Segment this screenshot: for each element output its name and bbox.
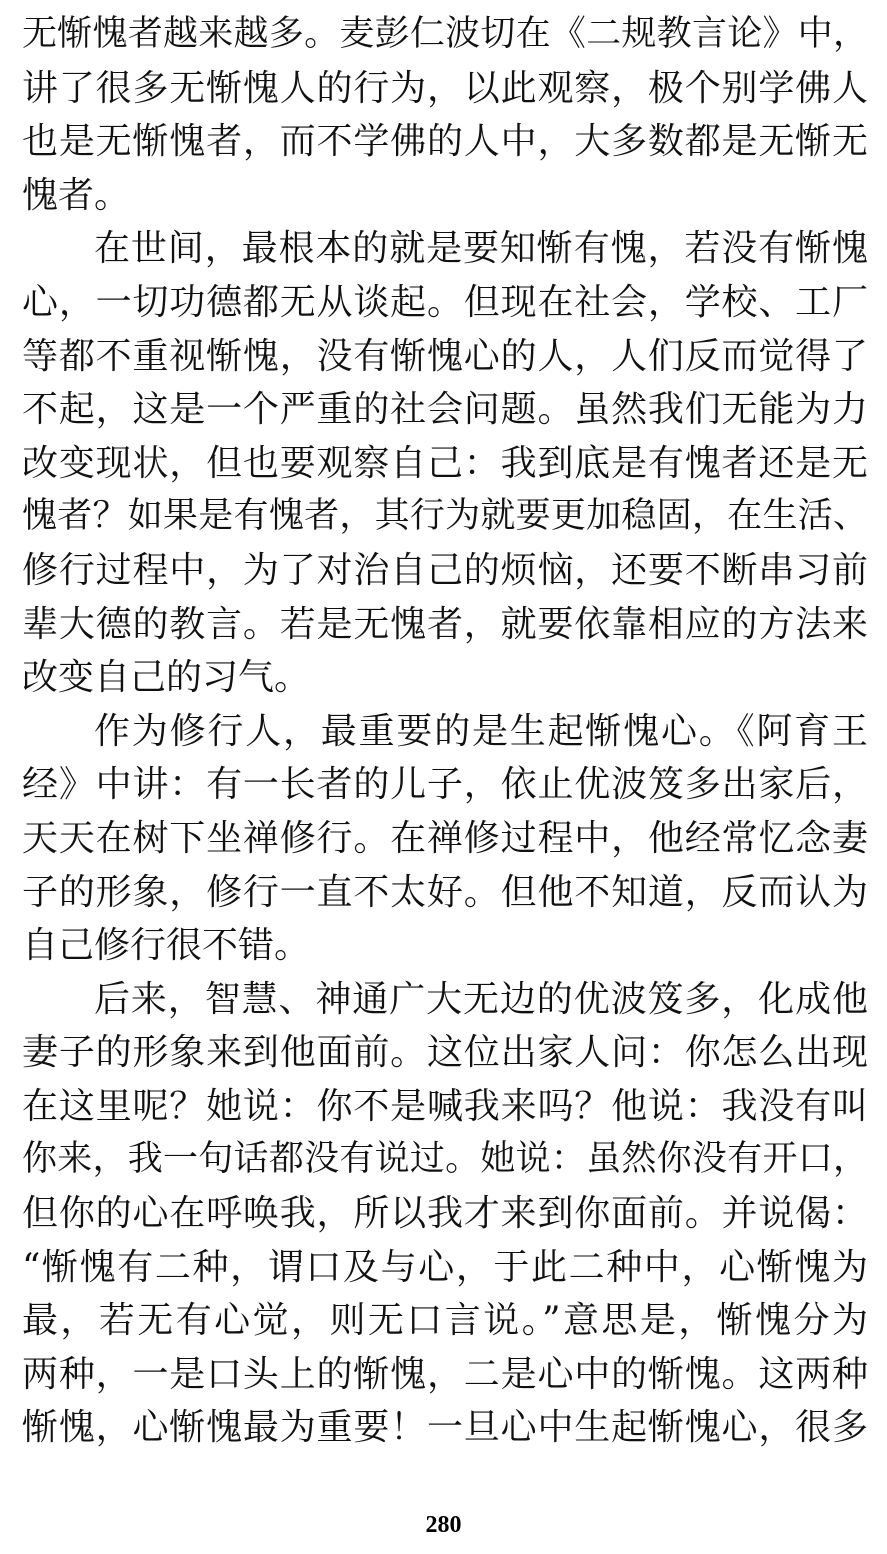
- text-line: 改变自己的习气。: [22, 657, 311, 699]
- text-line: 但你的心在呼唤我，所以我才来到你面前。并说偈：: [22, 1193, 868, 1235]
- text-line: 无惭愧者越来越多。麦彭仁波切在《二规教言论》中，: [22, 14, 868, 54]
- text-line: 辈大德的教言。若是无愧者，就要依靠相应的方法来: [22, 603, 868, 645]
- text-line: 作为修行人，最重要的是生起惭愧心。《阿育王: [94, 710, 868, 752]
- text-line: 心，一切功德都无从谈起。但现在社会，学校、工厂: [22, 281, 868, 323]
- text-line: 在这里呢？她说：你不是喊我来吗？他说：我没有叫: [22, 1085, 868, 1127]
- text-line: 改变现状，但也要观察自己：我到底是有愧者还是无: [22, 442, 868, 484]
- text-line: 愧者？如果是有愧者，其行为就要更加稳固，在生活、: [22, 496, 868, 537]
- text-line: 讲了很多无惭愧人的行为，以此观察，极个别学佛人: [22, 67, 868, 109]
- text-line: 最，若无有心觉，则无口言说。”意思是，惭愧分为: [22, 1300, 868, 1342]
- text-line: 愧者。: [22, 174, 131, 216]
- page-number: 280: [425, 1512, 462, 1538]
- text-line: 两种，一是口头上的惭愧，二是心中的惭愧。这两种: [22, 1353, 868, 1395]
- text-line: 经》中讲：有一长者的儿子，依止优波笈多出家后，: [22, 764, 868, 806]
- text-line: 修行过程中，为了对治自己的烦恼，还要不断串习前: [22, 549, 868, 591]
- text-line: 自己修行很不错。: [22, 925, 311, 967]
- text-line: 惭愧，心惭愧最为重要！一旦心中生起惭愧心，很多: [22, 1407, 868, 1449]
- text-line: 等都不重视惭愧，没有惭愧心的人，人们反而觉得了: [22, 335, 868, 377]
- text-line: 子的形象，修行一直不太好。但他不知道，反而认为: [22, 871, 868, 913]
- text-line: 天天在树下坐禅修行。在禅修过程中，他经常忆念妻: [22, 817, 868, 859]
- text-line: 后来，智慧、神通广大无边的优波笈多，化成他: [94, 978, 868, 1020]
- text-line: 妻子的形象来到他面前。这位出家人问：你怎么出现: [22, 1032, 868, 1074]
- body-text: [22, 8, 868, 1455]
- text-line: 你来，我一句话都没有说过。她说：虽然你没有开口，: [22, 1139, 868, 1180]
- text-line: 不起，这是一个严重的社会问题。虽然我们无能为力: [22, 389, 868, 431]
- text-line: “惭愧有二种，谓口及与心，于此二种中，心惭愧为: [22, 1246, 868, 1288]
- text-line: 在世间，最根本的就是要知惭有愧，若没有惭愧: [94, 228, 868, 270]
- text-line: 也是无惭愧者，而不学佛的人中，大多数都是无惭无: [22, 121, 868, 163]
